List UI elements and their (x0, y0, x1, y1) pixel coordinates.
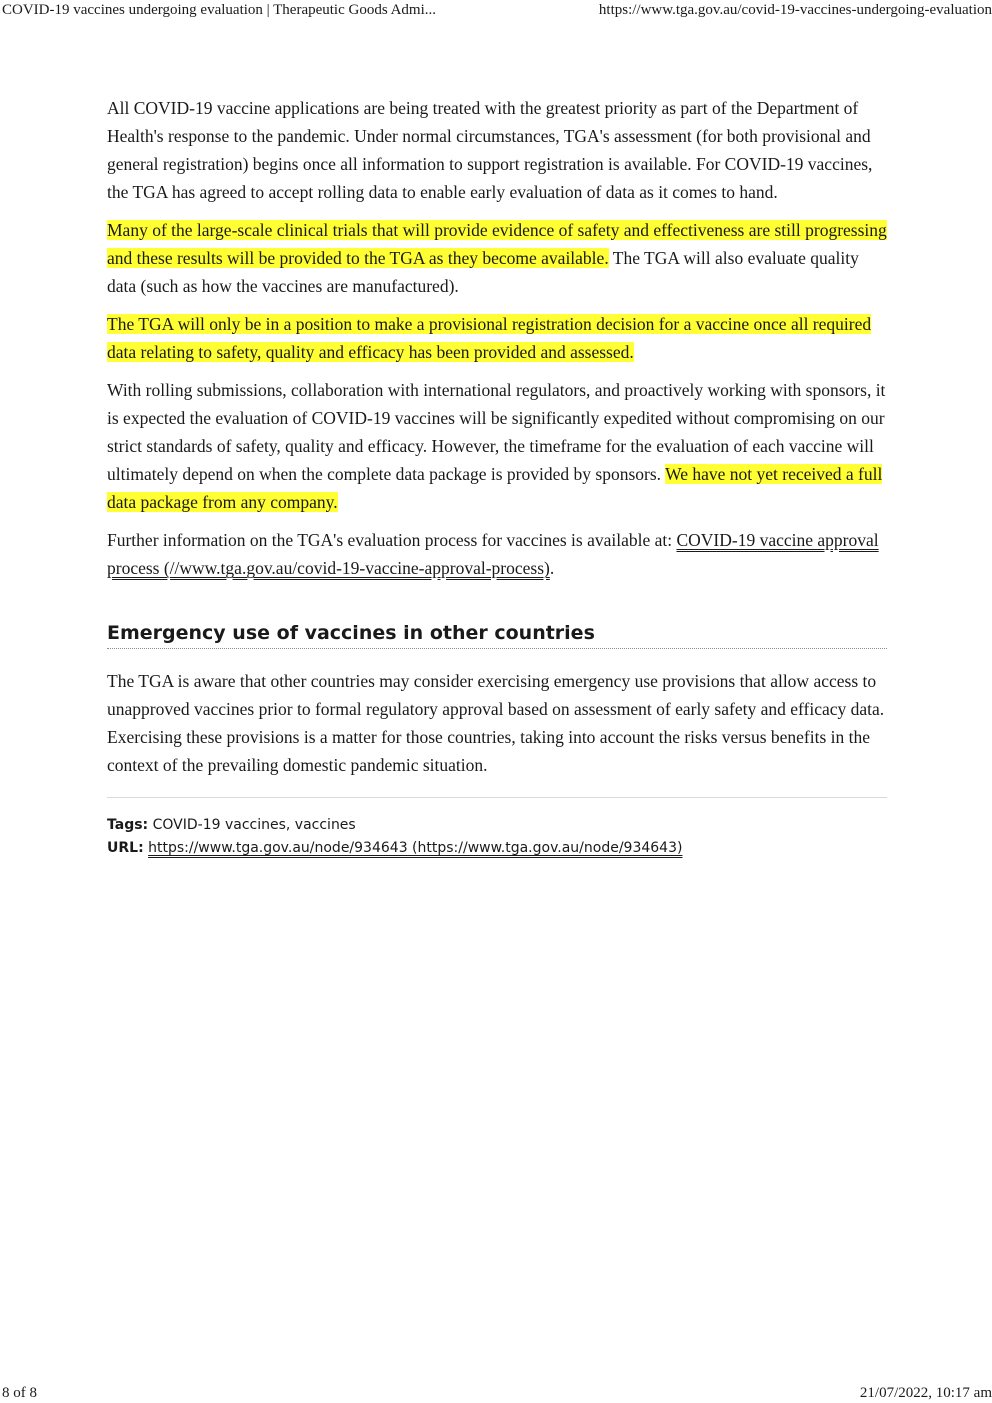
paragraph-text: The TGA will also evaluate quality data (such as how the vaccines are manufactured). (107, 248, 859, 296)
url-label: URL: (107, 840, 144, 856)
divider (107, 797, 887, 798)
page-meta (107, 814, 887, 860)
page-number: 8 of 8 (2, 1385, 37, 1401)
highlighted-text: Many of the large-scale clinical trials that will provide evidence of safety and effectiveness are still progressing and these results will be provided to the TGA as they become available. (107, 220, 887, 268)
paragraph-emergency-use: The TGA is aware that other countries may consider exercising emergency use provisions that allow access to unapproved vaccines prior to formal regulatory approval based on assessment of early safety and efficacy data. Exercising these provisions is a matter for those countries, taking into account the risks versus benefits in the context of the prevailing domestic pandemic situation. (107, 671, 885, 775)
paragraph-further-information (107, 526, 887, 582)
print-footer (0, 1383, 992, 1403)
paragraph-rolling-data: All COVID-19 vaccine applications are being treated with the greatest priority as part of the Department of Health's response to the pandemic. Under normal circumstances, TGA's assessment (for both provisional and general registration) begins once all information to support registration is available. For COVID-19 vaccines, the TGA has agreed to accept rolling data to enable early evaluation of data as it comes to hand. (107, 98, 873, 202)
url-row (107, 837, 887, 860)
node-url-link[interactable]: https://www.tga.gov.au/node/934643 (https://www.tga.gov.au/node/934643) (148, 840, 683, 856)
tags-row (107, 814, 887, 837)
print-page-url: https://www.tga.gov.au/covid-19-vaccines-undergoing-evaluation (598, 2, 992, 18)
highlighted-text: The TGA will only be in a position to make a provisional registration decision for a vaccine once all required data relating to safety, quality and efficacy has been provided and assessed. (107, 314, 872, 362)
print-header (0, 0, 992, 22)
section-heading: Emergency use of vaccines in other countries (107, 620, 887, 649)
print-page-title: COVID-19 vaccines undergoing evaluation | Therapeutic Goods Admi... (2, 2, 437, 18)
vaccine-approval-process-link[interactable]: COVID-19 vaccine approval process (//www.tga.gov.au/covid-19-vaccine-approval-process) (107, 530, 879, 578)
paragraph-clinical-trials (107, 216, 887, 300)
article-content (107, 94, 887, 860)
tags-label: Tags: (107, 817, 149, 833)
paragraph-end: . (549, 558, 555, 578)
paragraph-provisional-decision (107, 310, 887, 366)
paragraph-rolling-submissions (107, 376, 887, 516)
paragraph-text: Further information on the TGA's evaluation process for vaccines is available at: (107, 530, 677, 550)
paragraph-text: With rolling submissions, collaboration with international regulators, and proactively working with sponsors, it is expected the evaluation of COVID-19 vaccines will be significantly expedited without compromising on our strict standards of safety, quality and efficacy. However, the timeframe for the evaluation of each vaccine will ultimately depend on when the complete data package is provided by sponsors. (107, 380, 886, 484)
print-timestamp: 21/07/2022, 10:17 am (859, 1385, 992, 1401)
tags-value: COVID-19 vaccines, vaccines (152, 817, 356, 833)
highlighted-text: We have not yet received a full data package from any company. (107, 464, 883, 512)
